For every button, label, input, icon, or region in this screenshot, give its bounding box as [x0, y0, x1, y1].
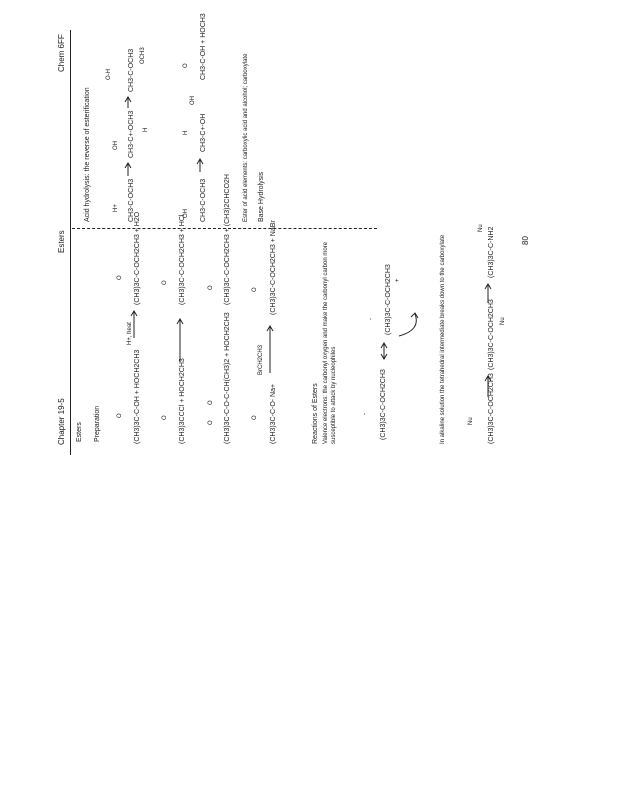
- r1-arrow-1: [124, 162, 134, 178]
- note-1: Valence electrons: the carbonyl oxygen and make the carbonyl carbon more: [323, 241, 329, 444]
- reaction-4-carbonyl-b: O: [252, 287, 258, 292]
- final-nu-mid: Nu: [500, 317, 506, 325]
- column-divider: [72, 228, 377, 229]
- final-lhs: (CH3)3C-C-OCH2CH3: [488, 373, 495, 444]
- resonance-left: (CH3)3C-C-OCH2CH3: [380, 369, 387, 440]
- note-2: In alkaline solution the tetrahedral intermediate breaks down to the carboxylate: [440, 234, 446, 444]
- r1-arrow-2: [124, 96, 134, 110]
- r1-middle: CH3-C+-OCH3: [128, 110, 135, 158]
- r1-label-h: H+: [113, 204, 119, 212]
- reaction-4-rhs: (CH3)3C-C-OCH2CH3 + NaBr: [270, 220, 277, 315]
- reaction-1-rhs: (CH3)3C-C-OCH2CH3 + H2O: [134, 211, 141, 305]
- reaction-3-lhs: (CH3)3C-C-O-C-CH(CH3)2 + HOCH2CH3: [224, 312, 231, 444]
- r1-label-h2: H: [143, 127, 149, 132]
- resonance-arrow: [380, 342, 390, 360]
- reaction-1-arrow: [130, 310, 140, 340]
- r1-lhs: CH3-C-OCH3: [128, 178, 135, 222]
- r1-label-oh2: O-H: [106, 69, 112, 80]
- reaction-1-conditions: H+, heat: [127, 322, 133, 345]
- reaction-2-lhs: (CH3)3CCCl + HOCH2CH3: [179, 358, 186, 444]
- final-intermediate: (CH3)3C-C-OCH2CH3: [488, 299, 495, 370]
- section-heading-esters: Esters: [76, 422, 83, 442]
- reaction-3-carbonyl-a: O: [208, 420, 214, 425]
- r2-label-o: O: [183, 63, 189, 68]
- reaction-3-rhs: (CH3)3C-C-OCH2CH3 + (CH3)2CHCO2H: [224, 174, 231, 305]
- topic-label: Esters: [57, 230, 66, 253]
- reaction-2-carbonyl-b: O: [162, 280, 168, 285]
- acid-hydrolysis-heading: Acid hydrolysis: the reverse of esterification: [84, 87, 91, 222]
- subsection-preparation: Preparation: [94, 405, 101, 442]
- resonance-right: (CH3)3C-C-OCH2CH3: [385, 264, 392, 335]
- note-1b: susceptible to attack by nucleophiles: [331, 346, 337, 444]
- reaction-4-carbonyl-a: O: [252, 415, 258, 420]
- reaction-4-arrow: [266, 325, 276, 375]
- page-number: 80: [521, 236, 530, 245]
- reaction-1-carbonyl-a: O: [117, 413, 123, 418]
- final-arrow-2: [484, 283, 494, 305]
- reaction-1-lhs: (CH3)3C-C-OH + HOCH2CH3: [134, 349, 141, 444]
- r1-label-och3: OCH3: [140, 47, 146, 64]
- reaction-2-arrow: [176, 318, 186, 364]
- right-note: Ester of acid elements: carboxylic acid and alcohol; carboxylate: [243, 53, 249, 222]
- final-nu-top: Nu: [468, 417, 474, 425]
- header-rule: [70, 30, 71, 455]
- reaction-2-carbonyl-a: O: [162, 415, 168, 420]
- reactions-of-esters-heading: Reactions of Esters: [312, 383, 319, 444]
- reaction-4-reagent: BrCH2CH3: [258, 344, 264, 375]
- r1-label-oh: OH: [113, 141, 119, 150]
- r2-lhs: CH3-C-OCH3: [200, 178, 207, 222]
- final-arrow-1: [484, 375, 494, 399]
- resonance-carbonyl-a: -: [362, 413, 368, 415]
- base-hydrolysis-heading: Base Hydrolysis: [258, 171, 265, 222]
- resonance-curved-arrow: [395, 310, 425, 340]
- r2-middle: CH3-C+-OH: [200, 113, 207, 152]
- chapter-label: Chapter 19-5: [57, 398, 66, 445]
- page-ref-label: Chem 6FF: [57, 34, 66, 72]
- reaction-3-carbonyl-b: O: [208, 400, 214, 405]
- reaction-3-carbonyl-c: O: [208, 285, 214, 290]
- r2-label-oh: OH: [183, 209, 189, 218]
- r2-label-oh2: OH: [190, 96, 196, 105]
- final-nu-end: Nu: [478, 224, 484, 232]
- reaction-1-carbonyl-b: O: [117, 275, 123, 280]
- resonance-charge-minus: -: [368, 318, 374, 320]
- r2-rhs: CH3-C-OH + HOCH3: [200, 13, 207, 80]
- r2-arrow-1: [196, 158, 206, 174]
- final-product: (CH3)3C-C-NH2: [488, 226, 495, 278]
- r1-rhs: CH3-C-OCH3: [128, 48, 135, 92]
- resonance-charge-plus: +: [395, 278, 401, 282]
- reaction-4-lhs: (CH3)3C-C-O- Na+: [270, 383, 277, 444]
- r2-label-h: H: [183, 130, 189, 135]
- reaction-2-rhs: (CH3)3C-C-OCH2CH3 + HCl: [179, 214, 186, 305]
